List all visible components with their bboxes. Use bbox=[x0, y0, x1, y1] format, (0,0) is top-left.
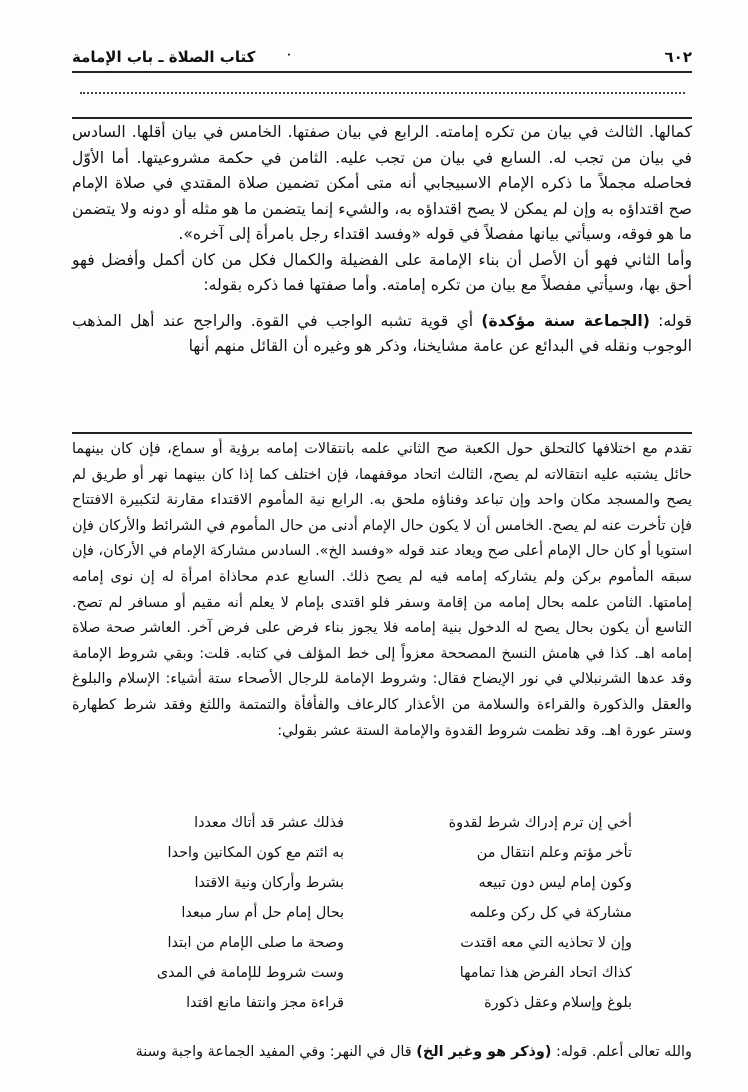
first-hemistich: وكون إمام ليس دون تبيعه bbox=[478, 875, 632, 891]
closing-rest: قال في النهر: وفي المفيد الجماعة واجبة وسنة bbox=[135, 1044, 417, 1060]
second-hemistich: وصحة ما صلى الإمام من ابتدا bbox=[167, 935, 344, 951]
main-paragraph-quote bbox=[72, 309, 692, 360]
running-header bbox=[72, 46, 692, 68]
poem-verse bbox=[72, 958, 692, 988]
header-ornament-dot: · bbox=[287, 50, 291, 61]
footnote-paragraph: تقدم مع اختلافها كالتحلق حول الكعبة صح الثاني علمه بانتقالات إمامه برؤية أو سماع، فإن كان بينهما حائل يشتبه عليه انتقالاته لم يصح، الثالث اتحاد موقفهما، فإن اختلف كما إذا كان بينهما نهر أو طريق لم يصح والمسجد مكان واحد وإن تباعد وفناؤه ملحق به. الرابع نية المأموم الاقتداء مقارنة لتكبيرة الافتتاح فإن تأخرت عنه لم يصح. الخامس أن لا يكون حال الإمام أدنى من حال المأموم في الشرائط والأركان فإن استويا أو كان حال الإمام أعلى صح ويعاد عند قوله «وفسد الخ». السادس مشاركة الإمام في الأركان، فإن سبقه المأموم بركن ولم يشاركه إمامه فيه لم يصح ذلك. السابع عدم محاذاة امرأة له إن نوى إمامه إمامتها. الثامن علمه بحال إمامه من إقامة وسفر فلو اقتدى بإمام لا يعلم أنه مقيم أو مسافر لم تصح. التاسع أن يكون بحال يصح له الدخول بنية إمامه فلا يجوز بناء فرض على فرض آخر. العاشر صحة صلاة إمامه اهـ. كذا في هامش النسخ المصححة معزواً إلى خط المؤلف في كتابه. قلت: وبقي شروط الإمامة وقد عدها الشرنبلالي في نور الإيضاح فقال: وشروط الإمامة للرجال الأصحاء ستة أشياء: الإسلام والبلوغ والعقل والذكورة والقراءة والسلامة من الأعذار كالرعاف والفأفأة والتمتمة واللثغ وفقد شرط كطهارة وستر عورة اهـ. وقد نظمت شروط القدوة والإمامة الستة عشر بقولي: bbox=[72, 441, 692, 739]
first-hemistich: كذاك اتحاد الفرض هذا تمامها bbox=[459, 965, 632, 981]
footnote-text bbox=[72, 437, 692, 744]
running-title: كتاب الصلاة ـ باب الإمامة bbox=[72, 48, 256, 66]
quote-prefix: قوله: bbox=[649, 311, 692, 330]
second-hemistich: بحال إمام حل أم سار مبعدا bbox=[181, 905, 344, 921]
closing-prefix: والله تعالى أعلم. قوله: bbox=[551, 1044, 692, 1060]
main-text bbox=[72, 120, 692, 360]
second-hemistich: قراءة مجز وانتفا مانع اقتدا bbox=[186, 995, 344, 1011]
footnote-separator bbox=[72, 432, 692, 434]
second-hemistich: بشرط وأركان ونية الاقتدا bbox=[194, 875, 344, 891]
poem-verse bbox=[72, 898, 692, 928]
quoted-matn: (وذكر هو وغير الخ) bbox=[416, 1044, 552, 1060]
second-hemistich: وست شروط للإمامة في المدى bbox=[156, 965, 344, 981]
upper-text-rule bbox=[72, 117, 692, 119]
closing-line bbox=[72, 1040, 692, 1064]
poem-verse bbox=[72, 868, 692, 898]
page-number: ٦٠٢ bbox=[664, 48, 692, 66]
header-rule bbox=[72, 71, 692, 73]
first-hemistich: بلوغ وإسلام وعقل ذكورة bbox=[484, 995, 632, 1011]
poem-verse bbox=[72, 808, 692, 838]
first-hemistich: مشاركة في كل ركن وعلمه bbox=[469, 905, 632, 921]
poem-verse bbox=[72, 928, 692, 958]
poem-verse bbox=[72, 988, 692, 1018]
main-paragraph: كمالها. الثالث في بيان من تكره إمامته. الرابع في بيان صفتها. الخامس في بيان أقلها. السادس في بيان من تجب له. السابع في بيان من تجب عليه. الثامن في حكمة مشروعيتها. أما الأوّل فحاصله مجملاً ما ذكره الإمام الاسبيجابي أنه متى أمكن تضمين صلاة المقتدي في صلاة الإمام صح اقتداؤه به وإن لم يمكن لا يصح اقتداؤه به، والشيء إنما يتضمن ما هو مثله أو دونه ولا يتضمن ما هو فوقه، وسيأتي بيانها مفصلاً في قوله «وفسد اقتداء رجل بامرأة إلى آخره». bbox=[72, 123, 692, 243]
poem bbox=[72, 808, 692, 1018]
poem-verse bbox=[72, 838, 692, 868]
first-hemistich: وإن لا تحاذيه التي معه اقتدت bbox=[460, 935, 632, 951]
commentary-text: أي قوية تشبه الواجب في القوة. والراجح عند أهل المذهب الوجوب ونقله في البدائع عن عامة مشايخنا، وذكر هو وغيره أن القائل منهم أنها bbox=[72, 311, 692, 355]
quoted-matn: (الجماعة سنة مؤكدة) bbox=[481, 311, 650, 330]
first-hemistich: تأخر مؤتم وعلم انتقال من bbox=[476, 845, 632, 861]
second-hemistich: به ائتم مع كون المكانين واحدا bbox=[167, 845, 344, 861]
main-paragraph: وأما الثاني فهو أن الأصل أن بناء الإمامة على الفضيلة والكمال فكل من كان أكمل وأفضل فهو أحق بها، وسيأتي مفصلاً مع بيان من تكره إمامته. وأما صفتها فما ذكره بقوله: bbox=[72, 250, 692, 294]
dotted-separator bbox=[80, 92, 685, 94]
first-hemistich: أخي إن ترم إدراك شرط لقدوة bbox=[448, 815, 632, 831]
second-hemistich: فذلك عشر قد أتاك معددا bbox=[194, 815, 344, 831]
